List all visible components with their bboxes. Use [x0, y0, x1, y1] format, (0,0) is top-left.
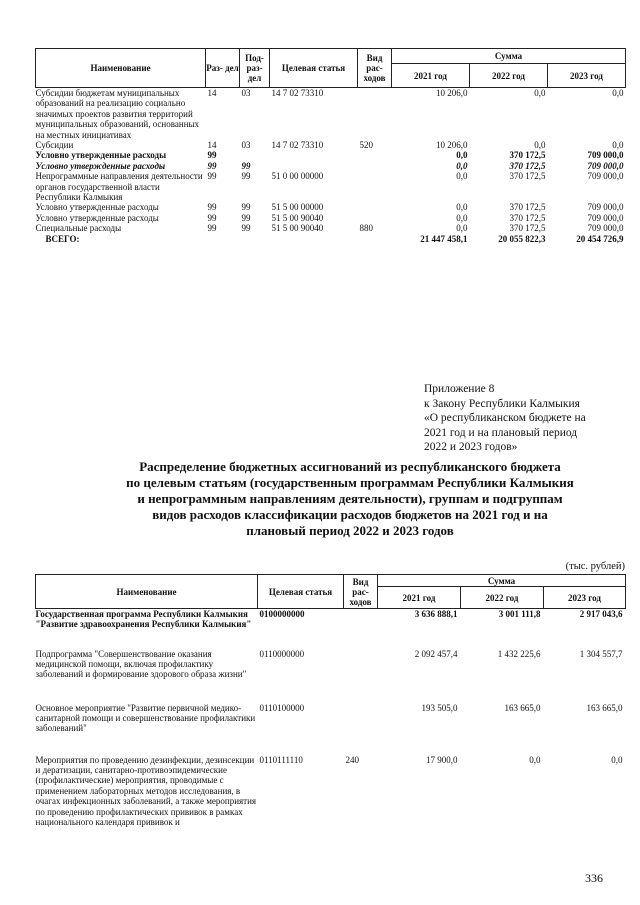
row-2021: 0,0	[456, 150, 468, 161]
row-target: 0110100000	[259, 702, 305, 713]
header-2021: 2021 год	[378, 587, 461, 609]
row-2021: 0,0	[456, 223, 468, 234]
row-2023: 709 000,0	[587, 223, 624, 234]
row-target: 0110000000	[259, 648, 305, 659]
row-2022: 0,0	[529, 754, 541, 765]
row-2021: 0,0	[456, 160, 468, 171]
row-target: 51 5 00 90040	[271, 223, 324, 234]
row-vid	[358, 171, 392, 202]
allocation-table	[35, 574, 626, 827]
row-2022: 0,0	[534, 140, 546, 151]
row-2023: 20 454 726,9	[576, 233, 624, 244]
row-razdel: 99	[207, 150, 217, 161]
row-2022: 370 172,5	[509, 202, 546, 213]
row-razdel: 14	[207, 140, 217, 151]
table-row	[36, 161, 626, 171]
header-sum: Сумма	[378, 575, 626, 587]
row-vid	[358, 150, 392, 160]
row-vid	[344, 609, 378, 649]
header-expense-type: Вид рас- ходов	[358, 49, 392, 88]
table-row	[36, 649, 626, 703]
row-2022: 370 172,5	[509, 223, 546, 234]
table-row	[36, 755, 626, 828]
row-razdel: 99	[207, 212, 217, 223]
row-name: ВСЕГО:	[45, 233, 80, 244]
row-razdel: 99	[207, 171, 217, 182]
row-target: 51 5 00 00000	[271, 202, 324, 213]
row-2023: 163 665,0	[586, 702, 623, 713]
header-target-article: Целевая статья	[258, 575, 344, 609]
row-2023: 709 000,0	[587, 160, 624, 171]
row-2023: 709 000,0	[587, 150, 624, 161]
row-name: Субсидии бюджетам муниципальных образований на реализацию социально значимых проектов развития территорий муниципальных образований, основанных на местных инициативах	[35, 88, 200, 140]
row-2022: 370 172,5	[509, 150, 546, 161]
row-2021: 2 092 457,4	[414, 648, 458, 659]
row-2021: 21 447 458,1	[420, 233, 468, 244]
table-row	[36, 202, 626, 212]
row-2022: 370 172,5	[509, 212, 546, 223]
row-vid: 240	[345, 754, 359, 765]
row-2022: 3 001 111,8	[498, 609, 541, 619]
row-2023: 709 000,0	[587, 171, 624, 182]
header-2022: 2022 год	[470, 64, 548, 88]
document-heading	[80, 459, 620, 539]
units-note: (тыс. рублей)	[565, 561, 625, 572]
table-row	[36, 171, 626, 202]
row-2021: 0,0	[456, 212, 468, 223]
page-number: 336	[585, 871, 603, 885]
table-row	[36, 88, 626, 141]
row-podrazdel: 03	[241, 88, 251, 98]
row-2022: 370 172,5	[509, 160, 546, 171]
header-2021: 2021 год	[392, 64, 470, 88]
row-name: Государственная программа Республики Калмыкия "Развитие здравоохранения Республики Калмыкия"	[35, 609, 252, 630]
row-podrazdel: 99	[241, 171, 251, 182]
row-name: Условно утвержденные расходы	[35, 150, 167, 161]
heading-line: видов расходов классификации расходов бюджетов на 2021 год и на	[152, 507, 548, 522]
row-2023: 1 304 557,7	[579, 648, 623, 659]
row-target: 51 5 00 90040	[271, 212, 324, 223]
appendix-line: 2021 год и на плановый период	[424, 426, 578, 439]
row-vid	[358, 202, 392, 212]
heading-line: и непрограммным направлениям деятельности), группам и подгруппам	[137, 491, 563, 506]
row-2021: 3 636 888,1	[414, 609, 458, 619]
row-2023: 0,0	[612, 140, 624, 151]
header-2023: 2023 год	[548, 64, 626, 88]
table-row-total	[36, 234, 626, 244]
row-2021: 10 206,0	[436, 140, 468, 151]
row-podrazdel: 99	[241, 212, 251, 223]
header-sum: Сумма	[392, 49, 626, 64]
row-vid	[344, 703, 378, 755]
row-target: 14 7 02 73310	[271, 140, 324, 151]
row-razdel: 99	[207, 160, 217, 171]
row-2021: 10 206,0	[436, 88, 468, 98]
row-2022: 20 055 822,3	[498, 233, 546, 244]
header-razdel: Раз- дел	[206, 49, 240, 88]
row-name: Условно утвержденные расходы	[35, 160, 166, 171]
heading-line: по целевым статьям (государственным программам Республики Калмыкия	[126, 475, 574, 490]
appendix-line: «О республиканском бюджете на	[424, 412, 586, 424]
row-razdel: 14	[207, 88, 217, 98]
row-vid	[358, 234, 392, 244]
row-2022: 163 665,0	[504, 702, 541, 713]
row-2023: 709 000,0	[587, 212, 624, 223]
row-vid	[358, 88, 392, 141]
expenditure-table-continued	[35, 48, 626, 244]
table-row	[36, 609, 626, 649]
row-podrazdel: 99	[241, 160, 251, 171]
row-target: 14 7 02 73310	[271, 88, 324, 98]
row-2022: 370 172,5	[509, 171, 546, 182]
header-expense-type: Вид рас- ходов	[344, 575, 378, 609]
appendix-line: Приложение 8	[424, 383, 495, 395]
row-target	[270, 161, 358, 171]
header-name: Наименование	[36, 49, 206, 88]
row-razdel: 99	[207, 223, 217, 234]
row-2023: 709 000,0	[587, 202, 624, 213]
appendix-line: 2022 и 2023 годов»	[424, 441, 518, 453]
row-podrazdel: 03	[241, 140, 251, 151]
row-podrazdel	[240, 234, 270, 244]
header-podrazdel: Под- раз- дел	[240, 49, 270, 88]
row-vid: 880	[359, 223, 373, 234]
row-name: Мероприятия по проведению дезинфекции, дезинсекции и дератизации, санитарно-противоэпидемические (профилактические) мероприятия, проводимые с применением лабораторных методов исследования, в очагах инфекционных заболеваний, а также мероприятия по проведению профилактических прививок в рамках национального календаря прививок и	[35, 754, 257, 827]
row-razdel: 99	[207, 202, 217, 213]
row-2021: 17 900,0	[426, 754, 458, 765]
row-name: Специальные расходы	[35, 223, 122, 234]
row-vid	[358, 213, 392, 223]
row-target	[270, 234, 358, 244]
row-podrazdel: 99	[241, 202, 251, 213]
row-razdel	[206, 234, 240, 244]
row-2023: 2 917 043,6	[579, 609, 623, 619]
table-row	[36, 140, 626, 150]
row-2021: 0,0	[456, 171, 468, 182]
table-row	[36, 213, 626, 223]
header-2022: 2022 год	[461, 587, 544, 609]
row-vid	[358, 161, 392, 171]
row-podrazdel: 99	[241, 223, 251, 234]
row-podrazdel	[240, 150, 270, 160]
table-row	[36, 150, 626, 160]
heading-line: Распределение бюджетных ассигнований из республиканского бюджета	[139, 459, 561, 474]
row-2022: 1 432 225,6	[497, 648, 541, 659]
row-target: 0100000000	[259, 609, 305, 619]
row-name: Субсидии	[35, 140, 74, 151]
table-row	[36, 703, 626, 755]
row-name: Основное мероприятие "Развитие первичной медико-санитарной помощи и совершенствование профилактики заболеваний"	[35, 702, 256, 734]
row-vid: 520	[359, 140, 373, 151]
row-2023: 0,0	[612, 88, 624, 98]
row-target	[270, 150, 358, 160]
row-2023: 0,0	[611, 754, 623, 765]
header-target-article: Целевая статья	[270, 49, 358, 88]
appendix-note	[424, 382, 624, 455]
row-2021: 0,0	[456, 202, 468, 213]
row-target: 0110111110	[259, 754, 303, 765]
row-name: Условно утвержденные расходы	[35, 202, 159, 213]
row-name: Условно утвержденные расходы	[35, 212, 159, 223]
row-2021: 193 505,0	[421, 702, 458, 713]
header-2023: 2023 год	[544, 587, 626, 609]
row-name: Непрограммные направления деятельности органов государственной власти Республики Калмыкия	[35, 171, 203, 203]
appendix-line: к Закону Республики Калмыкия	[424, 397, 580, 410]
row-2022: 0,0	[534, 88, 546, 98]
heading-line: плановый период 2022 и 2023 годов	[246, 523, 454, 538]
row-target: 51 0 00 00000	[271, 171, 324, 182]
table-row	[36, 223, 626, 233]
row-vid	[344, 649, 378, 703]
header-name: Наименование	[36, 575, 258, 609]
row-name: Подпрограмма "Совершенствование оказания медицинской помощи, включая профилактику заболеваний и формирование здорового образа жизни"	[35, 648, 247, 680]
